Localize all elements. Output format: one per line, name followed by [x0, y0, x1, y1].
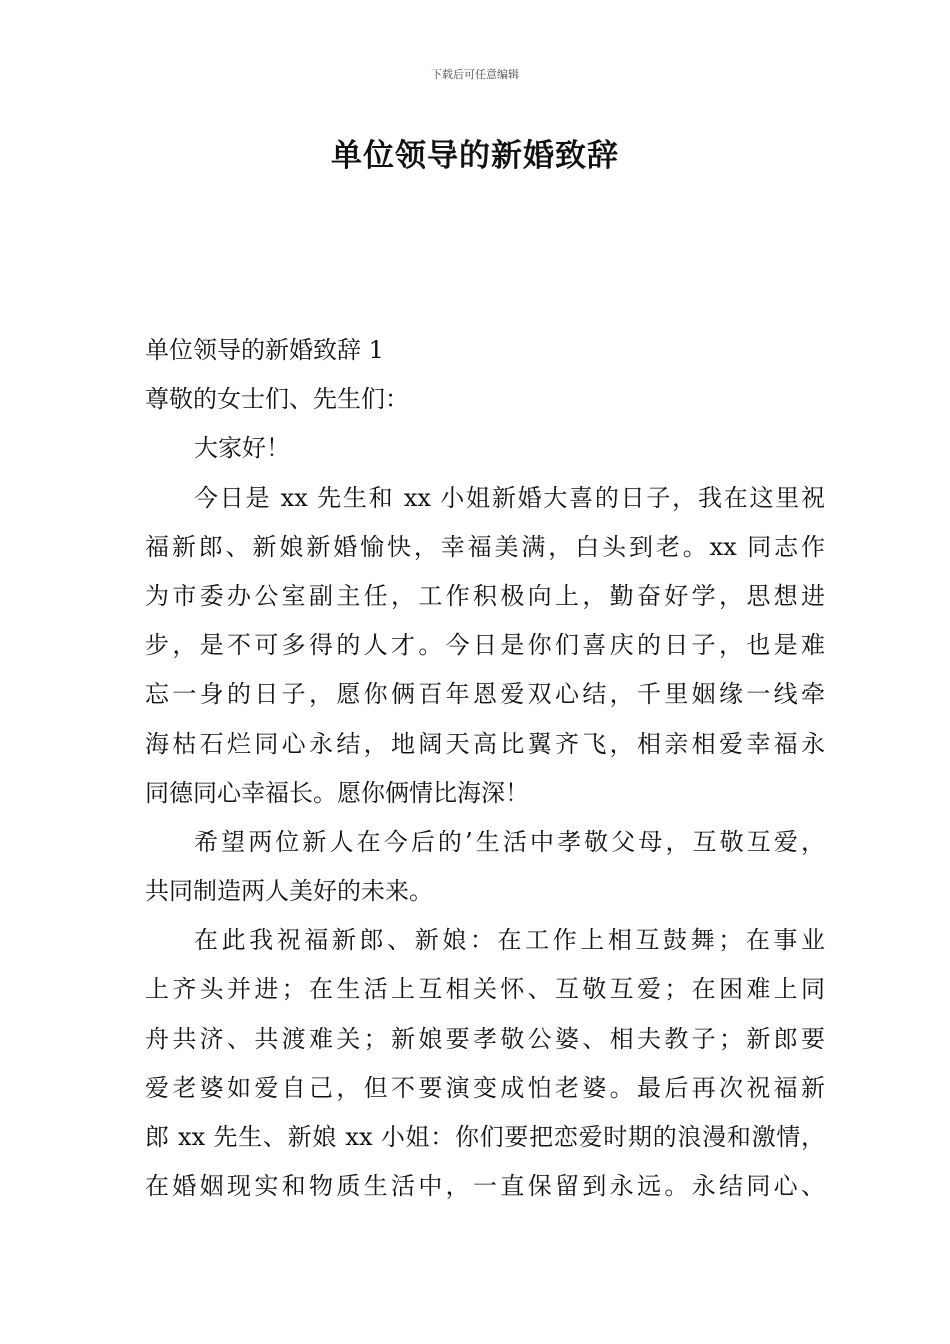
text-line: 爱老婆如爱自己，但不要演变成怕老婆。最后再次祝福新	[145, 1073, 825, 1102]
text-line: 步，是不可多得的人才。今日是你们喜庆的日子，也是难	[145, 631, 825, 660]
text-line: 同德同心幸福长。愿你俩情比海深！	[145, 778, 529, 807]
document-title: 单位领导的新婚致辞	[331, 138, 619, 174]
text-line: 舟共济、共渡难关；新娘要孝敬公婆、相夫教子；新郎要	[145, 1024, 825, 1053]
text-line: 郎 xx 先生、新娘 xx 小姐：你们要把恋爱时期的浪漫和激情，	[145, 1123, 825, 1151]
text-line: 在婚姻现实和物质生活中，一直保留到永远。永结同心、	[145, 1172, 825, 1201]
text-line: 忘一身的日子，愿你俩百年恩爱双心结，千里姻缘一线牵	[145, 680, 825, 709]
text-line: 希望两位新人在今后的’生活中孝敬父母，互敬互爱，	[194, 827, 825, 856]
text-line: 尊敬的女士们、先生们：	[145, 385, 409, 414]
text-line: 共同制造两人美好的未来。	[145, 877, 433, 906]
text-line: 在此我祝福新郎、新娘：在工作上相互鼓舞；在事业	[194, 926, 825, 955]
text-line: 今日是 xx 先生和 xx 小姐新婚大喜的日子，我在这里祝	[194, 483, 825, 512]
text-line: 上齐头并进；在生活上互相关怀、互敬互爱；在困难上同	[145, 975, 825, 1004]
document-body	[145, 326, 825, 1211]
text-line: 海枯石烂同心永结，地阔天高比翼齐飞，相亲相爱幸福永	[145, 729, 825, 758]
text-line: 福新郎、新娘新婚愉快，幸福美满，白头到老。xx 同志作	[145, 532, 825, 561]
text-line: 大家好！	[194, 434, 290, 463]
text-line: 为市委办公室副主任，工作积极向上，勤奋好学，思想进	[145, 581, 825, 610]
text-line: 单位领导的新婚致辞 1	[145, 336, 384, 364]
header-note: 下载后可任意编辑	[431, 68, 519, 81]
